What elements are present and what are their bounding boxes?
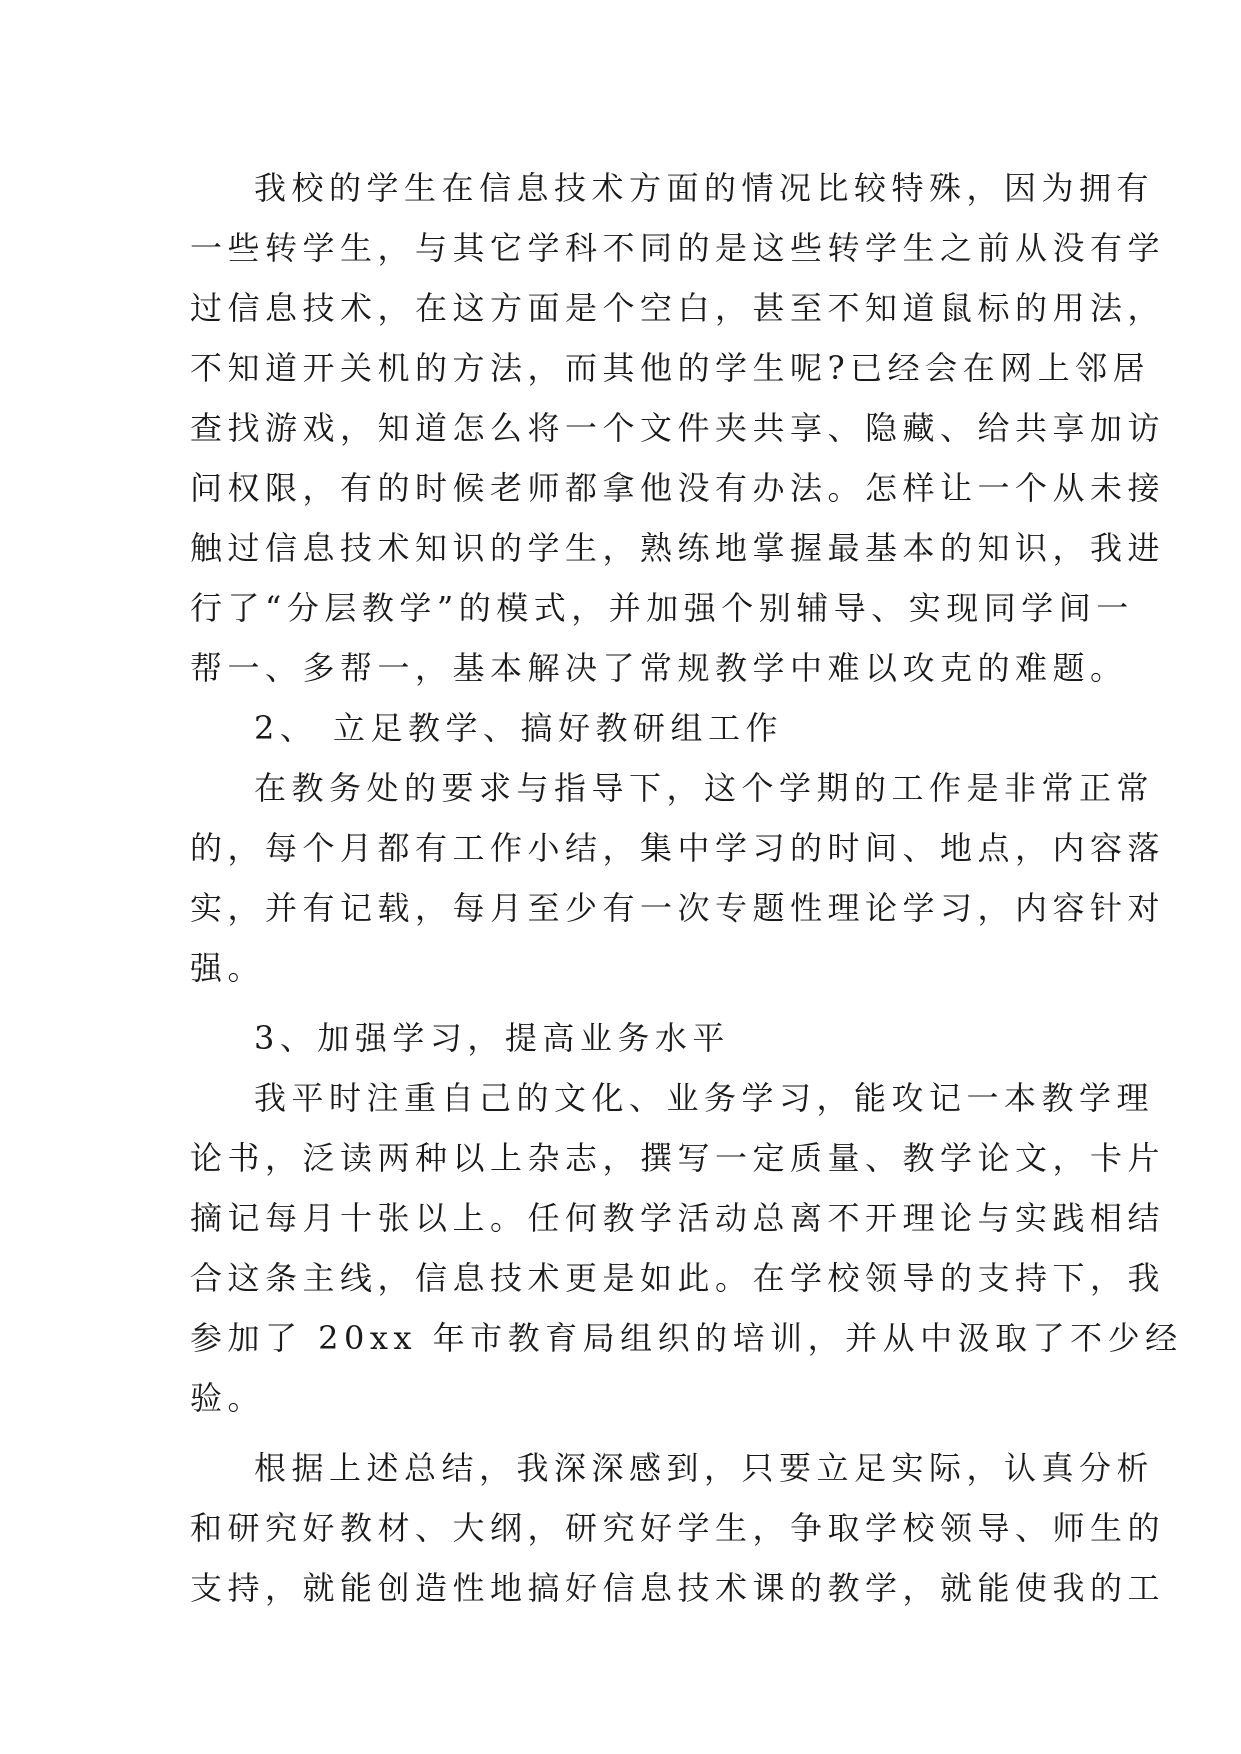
paragraph-line: 帮一、多帮一，基本解决了常规教学中难以攻克的难题。 — [190, 649, 1128, 687]
paragraph-line: 查找游戏，知道怎么将一个文件夹共享、隐藏、给共享加访 — [190, 409, 1166, 447]
paragraph-line: 参加了 20xx 年市教育局组织的培训，并从中汲取了不少经 — [190, 1319, 1183, 1357]
paragraph-line: 支持，就能创造性地搞好信息技术课的教学，就能使我的工 — [190, 1569, 1166, 1607]
paragraph-line: 在教务处的要求与指导下，这个学期的工作是非常正常 — [254, 769, 1155, 807]
paragraph-line: 触过信息技术知识的学生，熟练地掌握最基本的知识，我进 — [190, 529, 1166, 567]
paragraph-line: 我校的学生在信息技术方面的情况比较特殊，因为拥有 — [254, 169, 1155, 207]
paragraph-line: 实，并有记载，每月至少有一次专题性理论学习，内容针对 — [190, 889, 1166, 927]
paragraph-line: 根据上述总结，我深深感到，只要立足实际，认真分析 — [254, 1449, 1155, 1487]
paragraph-line: 不知道开关机的方法，而其他的学生呢?已经会在网上邻居 — [190, 349, 1151, 387]
paragraph-line: 和研究好教材、大纲，研究好学生，争取学校领导、师生的 — [190, 1509, 1166, 1547]
paragraph-line: 摘记每月十张以上。任何教学活动总离不开理论与实践相结 — [190, 1199, 1166, 1237]
paragraph-line: 合这条主线，信息技术更是如此。在学校领导的支持下，我 — [190, 1259, 1166, 1297]
paragraph-line: 的，每个月都有工作小结，集中学习的时间、地点，内容落 — [190, 829, 1166, 867]
paragraph-line: 验。 — [190, 1379, 266, 1417]
paragraph-line: 一些转学生，与其它学科不同的是这些转学生之前从没有学 — [190, 229, 1166, 267]
paragraph-line: 问权限，有的时候老师都拿他没有办法。怎样让一个从未接 — [190, 469, 1166, 507]
paragraph-line: 论书，泛读两种以上杂志，撰写一定质量、教学论文，卡片 — [190, 1139, 1166, 1177]
section-heading: 2、 立足教学、搞好教研组工作 — [254, 709, 784, 747]
section-heading: 3、加强学习，提高业务水平 — [254, 1019, 730, 1057]
document-body — [190, 158, 1183, 1618]
paragraph-line: 行了“分层教学”的模式，并加强个别辅导、实现同学间一 — [190, 589, 1134, 627]
paragraph-line: 我平时注重自己的文化、业务学习，能攻记一本教学理 — [254, 1079, 1155, 1117]
paragraph-line: 过信息技术，在这方面是个空白，甚至不知道鼠标的用法， — [190, 289, 1166, 327]
paragraph-line: 强。 — [190, 949, 266, 987]
